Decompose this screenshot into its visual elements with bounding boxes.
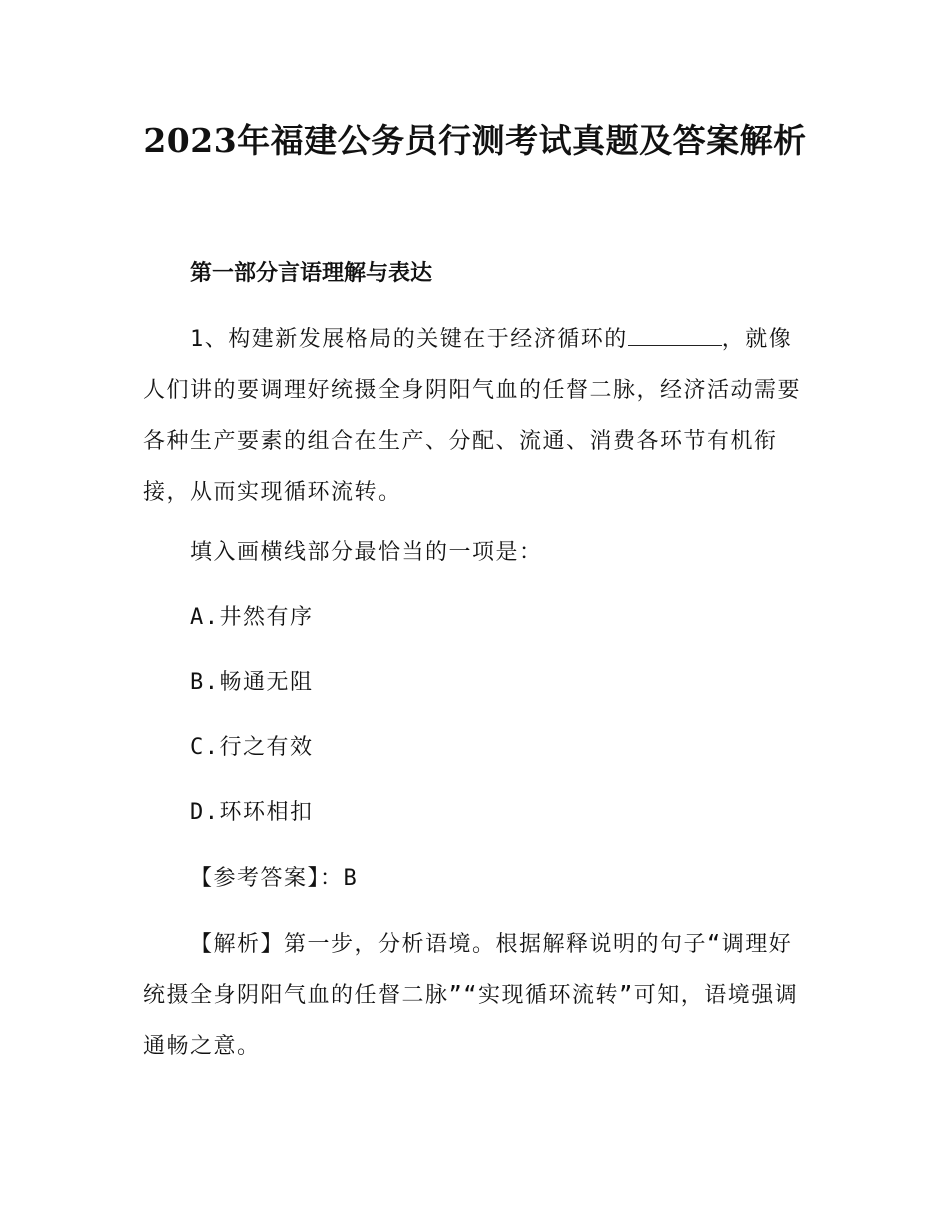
answer-label: 【参考答案】：B	[190, 866, 359, 891]
answer-analysis: 【解析】第一步，分析语境。根据解释说明的句子“调理好统摄全身阴阳气血的任督二脉”“实现循环流转”可知，语境强调通畅之意。	[143, 932, 799, 1059]
question-prompt: 填入画横线部分最恰当的一项是：	[190, 540, 543, 565]
document-title: 2023年福建公务员行测考试真题及答案解析	[143, 121, 807, 160]
option-b: B.畅通无阻	[190, 670, 314, 695]
option-c: C.行之有效	[190, 735, 314, 760]
fill-in-blank	[628, 325, 722, 346]
option-a: A.井然有序	[190, 605, 314, 630]
question-stem-after-blank: ，就像人们讲的要调理好统摄全身阴阳气血的任督二脉，经济活动需要各种生产要素的组合在生产、分配、流通、消费各环节有机衔接，从而实现循环流转。	[143, 327, 802, 505]
question-stem	[143, 314, 813, 518]
question-stem-before-blank: 1、构建新发展格局的关键在于经济循环的	[190, 327, 628, 352]
option-d: D.环环相扣	[190, 800, 314, 825]
section-heading: 第一部分言语理解与表达	[190, 261, 433, 286]
